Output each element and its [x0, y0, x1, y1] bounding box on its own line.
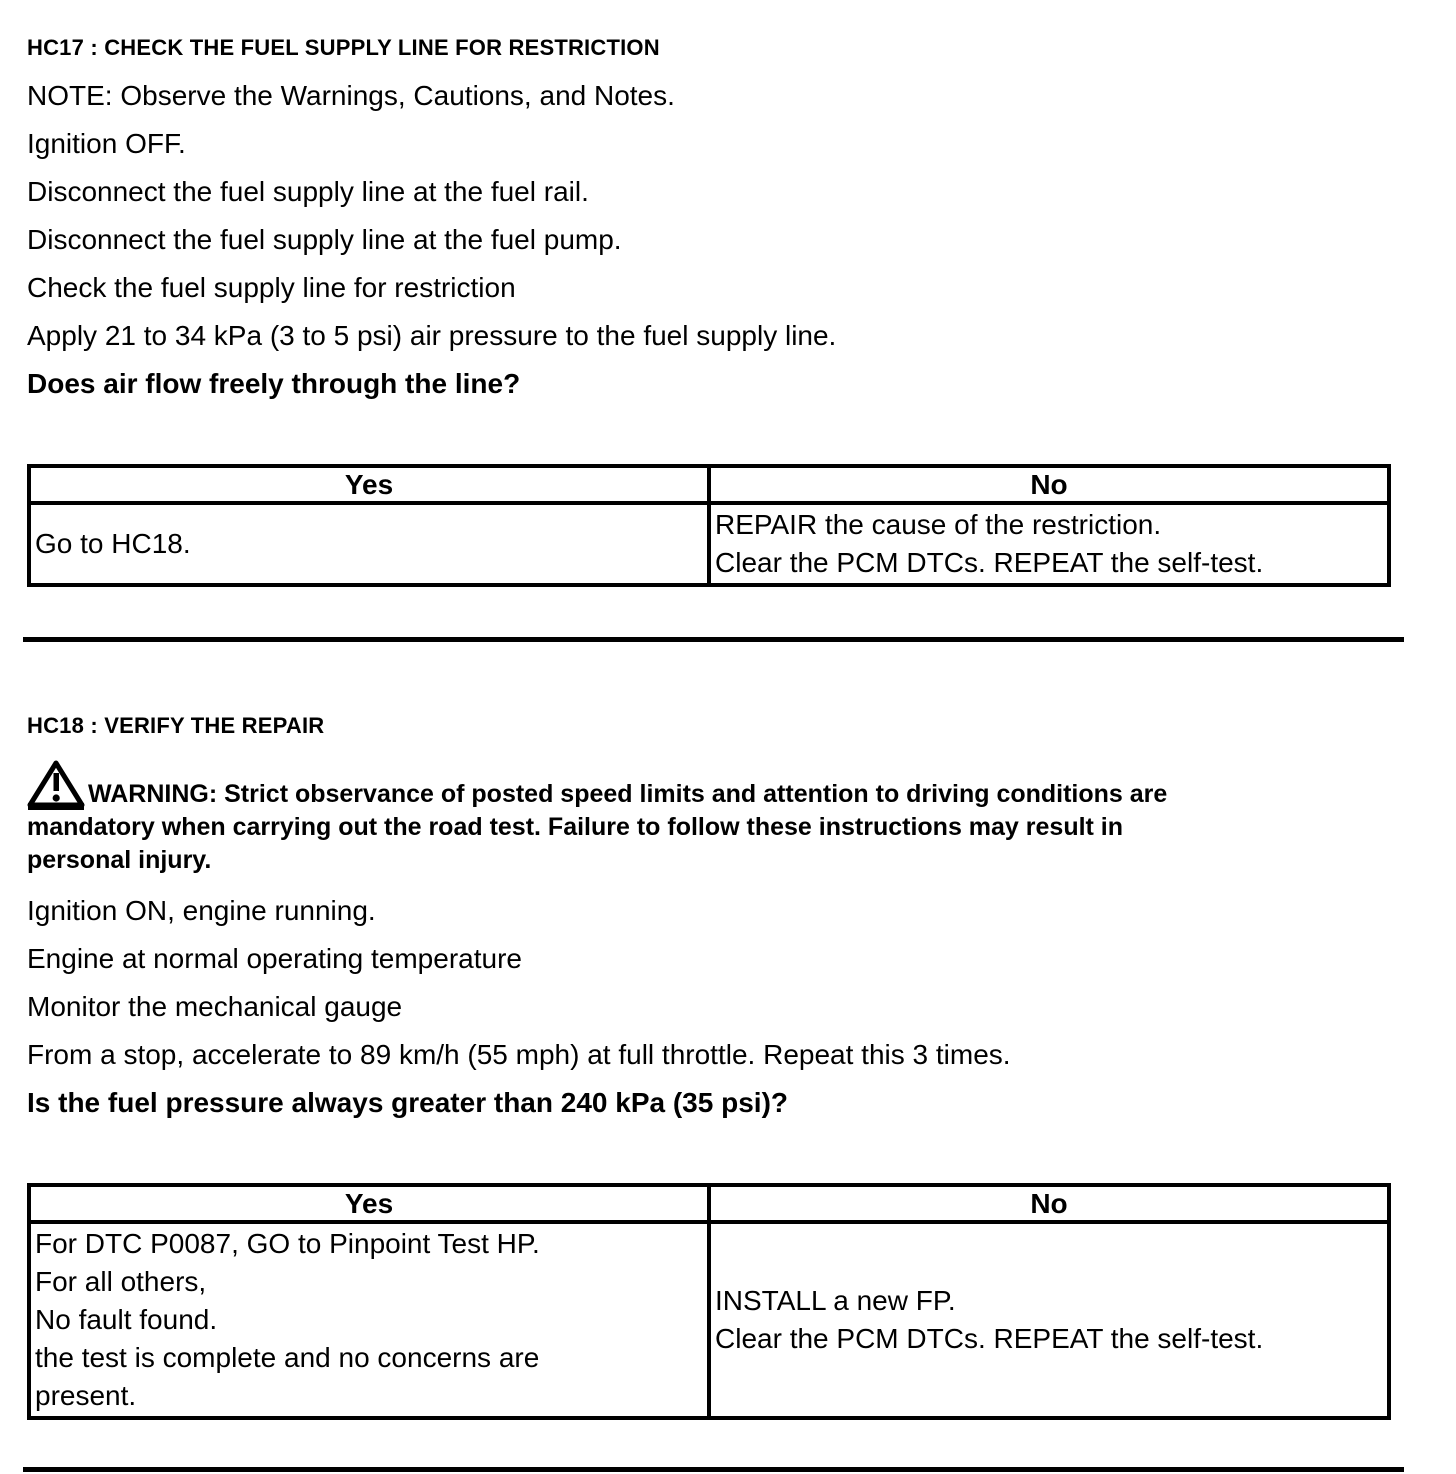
section-divider-rule	[23, 637, 1404, 642]
warning-text-line: Strict observance of posted speed limits and attention to driving conditions are	[224, 780, 1168, 808]
hc18-question: Is the fuel pressure always greater than 240 kPa (35 psi)?	[27, 1087, 788, 1118]
action-line: INSTALL a new FP.	[715, 1285, 956, 1316]
section-hc18	[27, 714, 1404, 1420]
hc18-heading: HC18 : VERIFY THE REPAIR	[27, 713, 325, 738]
action-line: For all others,	[35, 1266, 207, 1297]
procedure-step: Ignition OFF.	[27, 128, 186, 159]
procedure-step: NOTE: Observe the Warnings, Cautions, and Notes.	[27, 80, 675, 111]
action-line: REPAIR the cause of the restriction.	[715, 509, 1162, 540]
action-line: No fault found.	[35, 1304, 218, 1335]
section-hc17	[27, 36, 1404, 587]
action-line: the test is complete and no concerns are	[35, 1342, 540, 1373]
yes-column-header: Yes	[29, 1185, 709, 1222]
warning-triangle-icon	[27, 760, 85, 810]
table-header-row	[29, 1185, 1389, 1222]
procedure-step: Ignition ON, engine running.	[27, 895, 376, 926]
hc17-procedure-steps	[27, 72, 1404, 360]
procedure-step: From a stop, accelerate to 89 km/h (55 mph) at full throttle. Repeat this 3 times.	[27, 1039, 1011, 1070]
procedure-step: Disconnect the fuel supply line at the fuel rail.	[27, 176, 589, 207]
action-line: Clear the PCM DTCs. REPEAT the self-test.	[715, 547, 1264, 578]
yes-column-header: Yes	[29, 466, 709, 503]
table-row	[29, 503, 1389, 585]
procedure-step: Disconnect the fuel supply line at the fuel pump.	[27, 224, 622, 255]
procedure-step: Apply 21 to 34 kPa (3 to 5 psi) air pressure to the fuel supply line.	[27, 320, 837, 351]
hc17-question: Does air flow freely through the line?	[27, 368, 521, 399]
hc17-no-cell	[709, 503, 1389, 585]
hc18-yes-cell	[29, 1222, 709, 1418]
hc18-no-cell	[709, 1222, 1389, 1418]
hc18-decision-table	[27, 1183, 1391, 1420]
no-column-header: No	[709, 1185, 1389, 1222]
action-line: Go to HC18.	[35, 528, 191, 559]
procedure-step: Engine at normal operating temperature	[27, 943, 522, 974]
warning-text-line: mandatory when carrying out the road test. Failure to follow these instructions may result in	[27, 813, 1124, 841]
road-test-warning	[27, 760, 1257, 877]
procedure-step: Monitor the mechanical gauge	[27, 991, 403, 1022]
hc17-yes-cell	[29, 503, 709, 585]
hc18-procedure-steps	[27, 887, 1404, 1079]
table-row	[29, 1222, 1389, 1418]
no-column-header: No	[709, 466, 1389, 503]
action-line: Clear the PCM DTCs. REPEAT the self-test.	[715, 1323, 1264, 1354]
warning-text-line: personal injury.	[27, 846, 212, 874]
action-line: present.	[35, 1380, 137, 1411]
hc17-heading: HC17 : CHECK THE FUEL SUPPLY LINE FOR RESTRICTION	[27, 35, 660, 60]
procedure-step: Check the fuel supply line for restriction	[27, 272, 516, 303]
hc17-decision-table	[27, 464, 1391, 587]
table-header-row	[29, 466, 1389, 503]
warning-label: WARNING:	[88, 780, 218, 808]
page-bottom-rule	[23, 1467, 1404, 1472]
action-line: For DTC P0087, GO to Pinpoint Test HP.	[35, 1228, 540, 1259]
